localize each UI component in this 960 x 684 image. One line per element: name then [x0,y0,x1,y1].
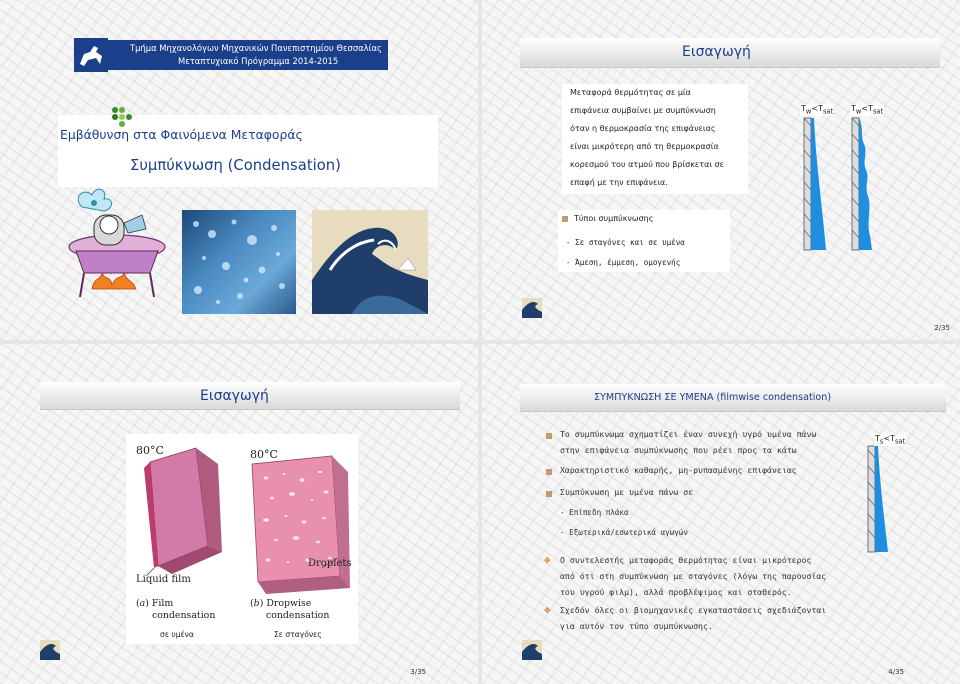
slide-heading: ΣΥΜΠΥΚΝΩΣΗ ΣΕ ΥΜΕΝΑ (filmwise condensation) [594,392,832,403]
film-diagram [866,436,912,554]
bullet3: Συμπύκνωση με υμένα πάνω σε [560,487,694,497]
caption-b-line1: (b) Dropwise [250,598,312,609]
bullet-icon [562,216,568,222]
figure-panel [126,434,358,644]
caption-a-line2: condensation [152,610,216,621]
slide-3[interactable] [0,344,478,684]
greek-caption-b: Σε σταγόνες [274,630,322,639]
droplets-label: Droplets [308,558,352,569]
bullet4-line3: του υγρού φιλμ), αλλά προβλέψιμος και σταθερός. [560,587,792,597]
content-panel [540,424,860,642]
presentation-title: Εμβάθυνση στα Φαινόμενα Μεταφοράς [60,127,303,142]
sub-item-1: - Επίπεδη πλάκα [560,508,629,517]
label-tw-left: $T_w<T_{sat}$ [801,104,834,116]
intro-text-panel [562,84,748,194]
great-wave-painting [312,210,428,314]
page-number: 3/35 [410,668,426,676]
slide-4[interactable] [482,344,960,684]
university-banner [80,40,388,70]
caption-b-line2: condensation [266,610,330,621]
label-tw-right: $T_w<T_{sat}$ [851,104,884,116]
bullet-icon [546,433,552,439]
caption-a-line1: (a) Film [136,598,174,609]
steam-machine-illustration [62,185,172,305]
logo-horse [74,38,108,72]
bullet5-line2: για αυτόν τον τύπο συμπύκνωσης. [560,621,713,631]
intro-line-6: επαφή με την επιφάνεια. [570,178,668,187]
wave-icon [522,298,542,318]
title-panel [58,115,438,187]
diamond-bullet-icon: ✥ [544,606,551,615]
heading-bar [520,384,946,412]
bullet4-line2: από ότι στη συμπύκνωση με σταγόνες (λόγω της παρουσίας [560,571,827,581]
label-ts: $T_s<T_{sat}$ [875,434,906,446]
heading-bar [520,38,940,68]
intro-line-1: Μεταφορά θερμότητας σε μία [570,88,691,97]
decor-dots [110,105,132,127]
heading-bar [40,382,460,410]
bullet1-line2: στην επιφάνεια συμπύκνωσης που ρέει προς τα κάτω [560,445,797,455]
bullet5-line1: Σχεδόν όλες οι βιομηχανικές εγκαταστάσεις σχεδιάζονται [560,605,827,615]
presentation-subtitle: Συμπύκνωση (Condensation) [130,157,341,174]
types-line-1: - Σε σταγόνες και σε υμένα [566,238,685,247]
liquid-film-label: Liquid film [136,574,191,585]
intro-line-5: κορεσμού του ατμού που βρίσκεται σε [570,160,724,169]
condensation-diagram [800,104,900,254]
bullet4-line1: Ο συντελεστής μεταφοράς θερμότητας είναι μικρότερος [560,555,812,565]
page-number: 2/35 [934,324,950,332]
wave-icon [522,640,542,660]
slide-heading: Εισαγωγή [682,44,751,60]
condensation-types-panel [558,210,730,272]
slide-heading: Εισαγωγή [200,388,269,404]
bullet-icon [546,469,552,475]
intro-line-2: επιφάνεια συμβαίνει με συμπύκνωση [570,106,716,115]
greek-caption-a: σε υμένα [160,630,194,639]
types-title: Τύποι συμπύκνωσης [574,214,654,223]
bullet-icon [546,491,552,497]
bullet2: Χαρακτηριστικό καθαρής, μη-ρυπασμένης επιφάνειας [560,465,797,475]
water-droplets-photo [182,210,296,314]
temp-right: 80°C [250,448,278,461]
slide-1[interactable] [0,0,478,340]
page-number: 4/35 [888,668,904,676]
banner-line1: Τμήμα Μηχανολόγων Μηχανικών Πανεπιστημίου Θεσσαλίας [130,43,382,53]
banner-line2: Μεταπτυχιακό Πρόγραμμα 2014-2015 [178,56,339,66]
intro-line-4: είναι μικρότερη από τη θερμοκρασία [570,142,719,151]
sub-item-2: - Εξωτερικά/εσωτερικά αγωγών [560,528,689,537]
bullet1-line1: Το συμπύκνωμα σχηματίζει έναν συνεχή υγρό υμένα πάνω [560,429,817,439]
types-line-2: - Άμεση, έμμεση, ομογενής [566,258,681,267]
slide-2[interactable] [482,0,960,340]
diamond-bullet-icon: ✥ [544,556,551,565]
intro-line-3: όταν η θερμοκρασία της επιφάνειας [570,124,716,133]
wave-icon [40,640,60,660]
temp-left: 80°C [136,444,164,457]
